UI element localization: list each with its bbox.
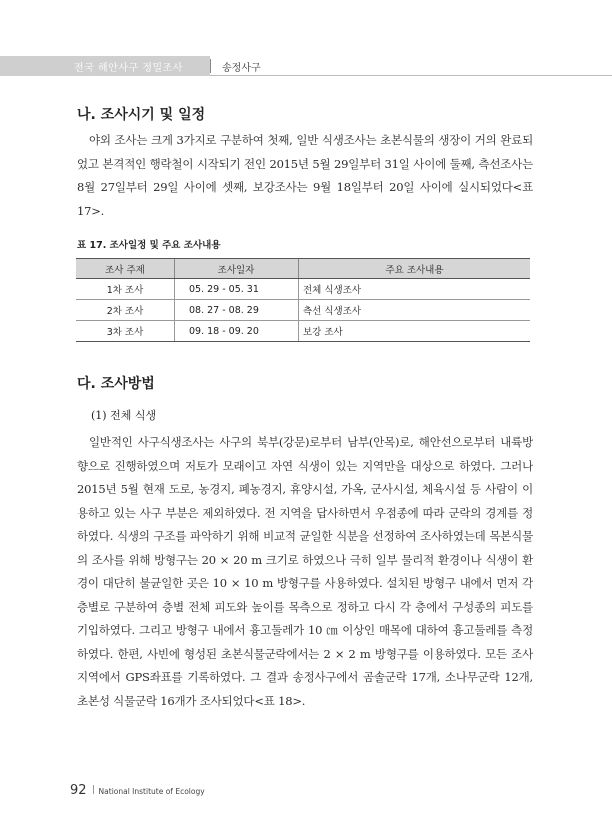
header-series: 전국 해안사구 정밀조사 xyxy=(74,63,183,74)
table-caption: 표 17. 조사일정 및 주요 조사내용 xyxy=(77,240,221,251)
header-divider xyxy=(210,59,211,73)
header-rule xyxy=(210,75,612,76)
table-cell: 전체 식생조사 xyxy=(299,279,531,300)
page-footer xyxy=(70,779,205,798)
table-header-cell: 조사일자 xyxy=(175,259,299,279)
table-cell: 1차 조사 xyxy=(76,279,175,300)
table-cell: 09. 18 - 09. 20 xyxy=(175,321,299,342)
page-number: 92 xyxy=(70,783,87,798)
running-header xyxy=(0,56,612,76)
table-cell: 08. 27 - 08. 29 xyxy=(175,300,299,321)
section-na-paragraph: 야외 조사는 크게 3가지로 구분하여 첫째, 일반 식생조사는 초본식물의 생장이 거의 완료되었고 본격적인 행락철이 시작되기 전인 2015년 5월 29일부터 31일 사이에 둘째, 측선조사는 8월 27일부터 29일 사이에 셋째, 보강조사는 9월 18일부터 20일 사이에 실시되었다<표 17>. xyxy=(77,133,533,218)
subsection-heading: (1) 전체 식생 xyxy=(91,409,157,422)
table-cell: 05. 29 - 05. 31 xyxy=(175,279,299,300)
table-cell: 측선 식생조사 xyxy=(299,300,531,321)
table-cell: 3차 조사 xyxy=(76,321,175,342)
header-subtitle: 송정사구 xyxy=(222,63,261,74)
section-da-title: 다. 조사방법 xyxy=(77,376,155,392)
table-header-cell: 조사 주제 xyxy=(76,259,175,279)
table-header-cell: 주요 조사내용 xyxy=(299,259,531,279)
table-row xyxy=(76,321,530,342)
footer-institute: National Institute of Ecology xyxy=(98,787,205,796)
table-cell: 2차 조사 xyxy=(76,300,175,321)
footer-divider xyxy=(93,785,94,794)
section-da-paragraph: 일반적인 사구식생조사는 사구의 북부(강문)로부터 남부(안목)로, 해안선으로부터 내륙방향으로 진행하였으며 저토가 모래이고 자연 식생이 있는 지역만을 대상으로 하였다. 그러나 2015년 5월 현재 도로, 농경지, 폐농경지, 휴양시설, 가옥, 군사시설, 체육시설 등 사람이 이용하고 있는 사구 부분은 제외하였다. 전 지역을 답사하면서 우점종에 따라 군락의 경계를 정하였다. 식생의 구조를 파악하기 위해 비교적 균일한 식분을 선정하여 조사하였는데 목본식물의 조사를 위해 방형구는 20 × 20 m 크기로 하였으나 극히 일부 물리적 환경이나 식생이 환경이 대단히 불균일한 곳은 10 × 10 m 방형구를 사용하였다. 설치된 방형구 내에서 먼저 각 층별로 구분하여 층별 전체 피도와 높이를 목측으로 정하고 다시 각 층에서 구성종의 피도를 기입하였다. 그리고 방형구 내에서 흉고둘레가 10 ㎝ 이상인 매목에 대하여 흉고둘레를 측정하였다. 한편, 사빈에 형성된 초본식물군락에서는 2 × 2 m 방형구를 이용하였다. 모든 조사 지역에서 GPS좌표를 기록하였다. 그 결과 송정사구에서 곰솔군락 17개, 소나무군락 12개, 초본성 식물군락 16개가 조사되었다<표 18>. xyxy=(77,435,533,708)
table-cell: 보강 조사 xyxy=(299,321,531,342)
schedule-table xyxy=(76,258,530,342)
table-header-row xyxy=(76,259,530,279)
table-row xyxy=(76,300,530,321)
table-row xyxy=(76,279,530,300)
section-na-title: 나. 조사시기 및 일정 xyxy=(77,107,206,123)
